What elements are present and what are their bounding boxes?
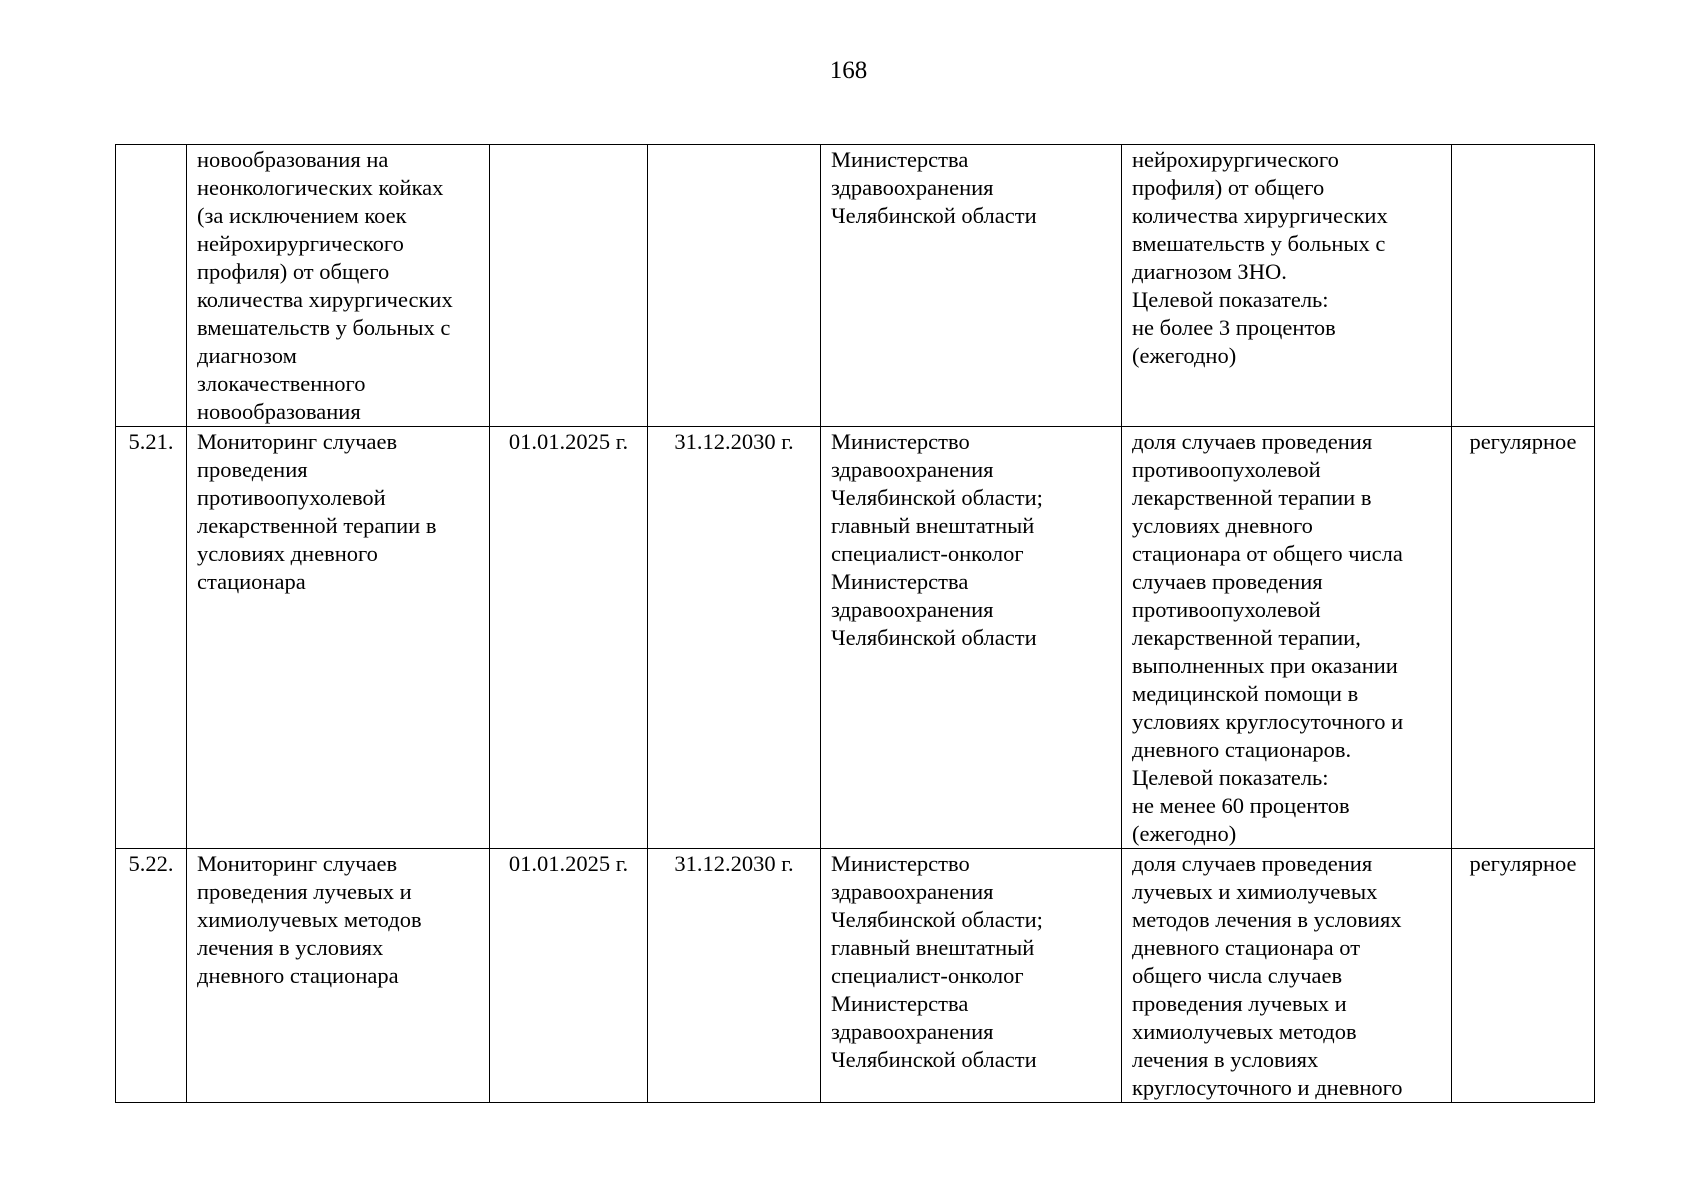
end-date-cell: 31.12.2030 г.: [648, 427, 821, 849]
indicator-cell: нейрохирургического профиля) от общего количества хирургических вмешательств у больных с диагнозом ЗНО. Целевой показатель: не более 3 процентов (ежегодно): [1122, 145, 1452, 427]
table-row: [116, 427, 1595, 849]
row-number-cell: 5.22.: [116, 849, 187, 1103]
event-type-cell: регулярное: [1452, 849, 1595, 1103]
event-cell: Мониторинг случаев проведения противоопухолевой лекарственной терапии в условиях дневного стационара: [187, 427, 490, 849]
start-date-cell: 01.01.2025 г.: [490, 427, 648, 849]
indicator-cell: доля случаев проведения противоопухолевой лекарственной терапии в условиях дневного стационара от общего числа случаев проведения противоопухолевой лекарственной терапии, выполненных при оказании медицинской помощи в условиях круглосуточного и дневного стационаров. Целевой показатель: не менее 60 процентов (ежегодно): [1122, 427, 1452, 849]
indicator-cell: доля случаев проведения лучевых и химиолучевых методов лечения в условиях дневного стационара от общего числа случаев проведения лучевых и химиолучевых методов лечения в условиях круглосуточного и дневного: [1122, 849, 1452, 1103]
event-type-cell: [1452, 145, 1595, 427]
table-row: [116, 145, 1595, 427]
responsible-cell: Министерство здравоохранения Челябинской области; главный внештатный специалист-онколог Министерства здравоохранения Челябинской области: [821, 427, 1122, 849]
event-cell: Мониторинг случаев проведения лучевых и химиолучевых методов лечения в условиях дневного стационара: [187, 849, 490, 1103]
responsible-cell: Министерство здравоохранения Челябинской области; главный внештатный специалист-онколог Министерства здравоохранения Челябинской области: [821, 849, 1122, 1103]
start-date-cell: 01.01.2025 г.: [490, 849, 648, 1103]
row-number-cell: 5.21.: [116, 427, 187, 849]
end-date-cell: 31.12.2030 г.: [648, 849, 821, 1103]
activities-table: [115, 144, 1595, 1103]
row-number-cell: [116, 145, 187, 427]
start-date-cell: [490, 145, 648, 427]
page-number: 168: [829, 57, 868, 84]
responsible-cell: Министерства здравоохранения Челябинской области: [821, 145, 1122, 427]
table-row: [116, 849, 1595, 1103]
end-date-cell: [648, 145, 821, 427]
event-type-cell: регулярное: [1452, 427, 1595, 849]
event-cell: новообразования на неонкологических койках (за исключением коек нейрохирургического профиля) от общего количества хирургических вмешательств у больных с диагнозом злокачественного новообразования: [187, 145, 490, 427]
